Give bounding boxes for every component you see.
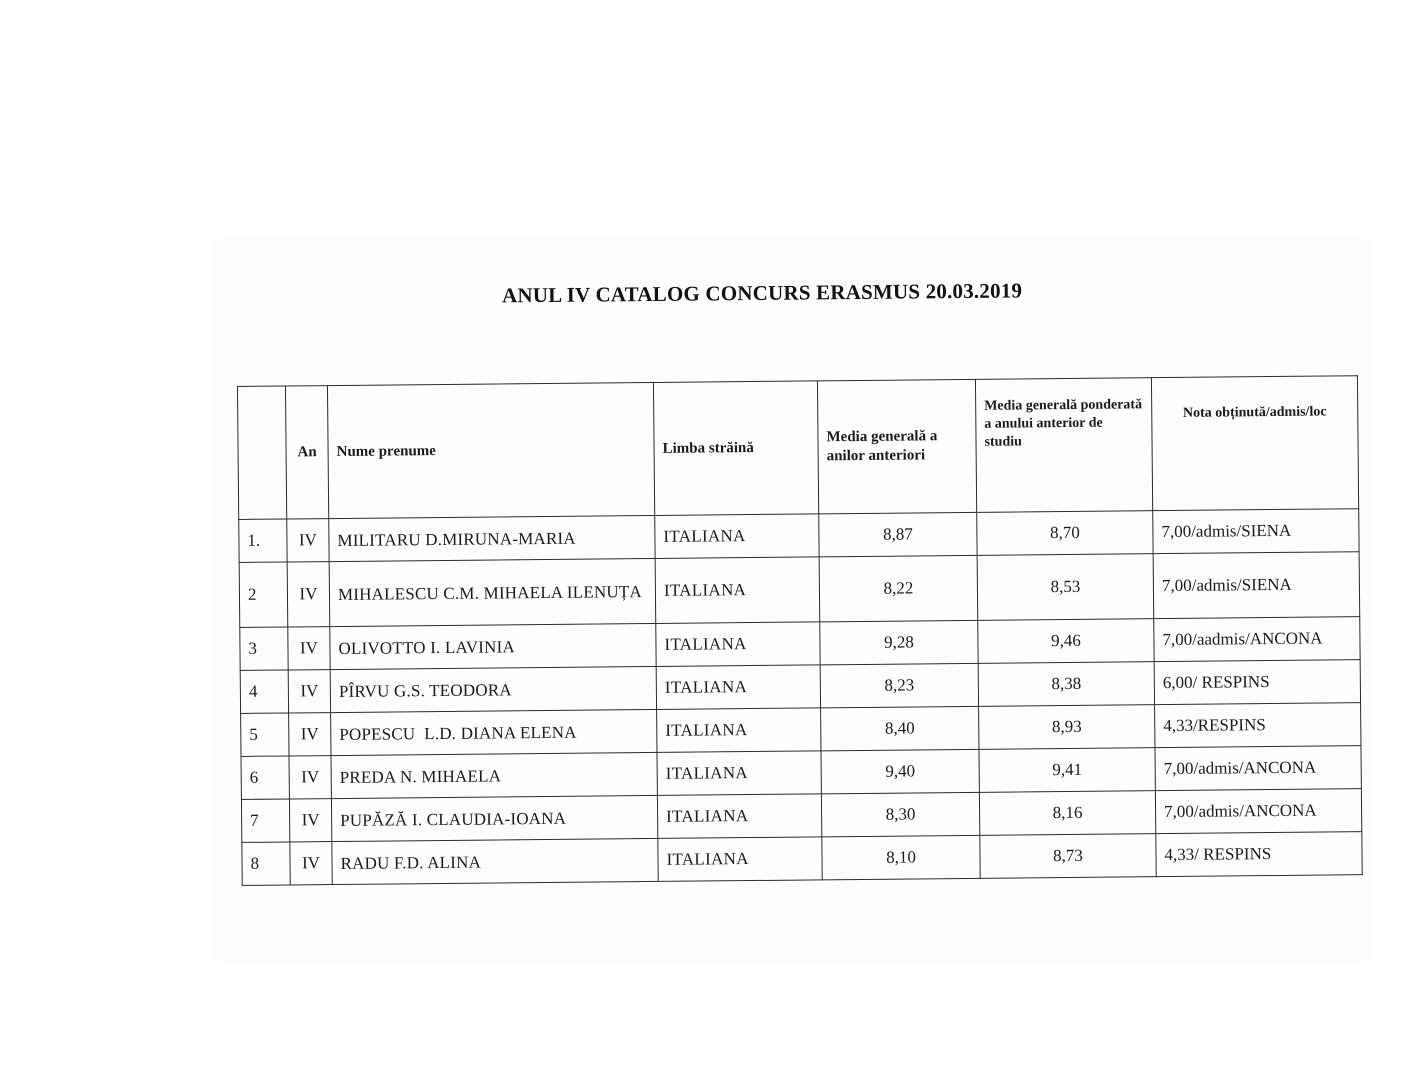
cell-name: OLIVOTTO I. LAVINIA: [330, 623, 656, 669]
cell-avg-previous: 8,22: [819, 555, 978, 622]
cell-name: PUPĂZĂ I. CLAUDIA-IOANA: [331, 795, 657, 841]
cell-nr: 6: [241, 756, 289, 799]
cell-nr: 3: [240, 627, 288, 670]
cell-result: 7,00/admis/SIENA: [1153, 509, 1359, 554]
cell-an: IV: [290, 842, 332, 885]
cell-language: ITALIANA: [655, 514, 819, 559]
cell-avg-previous: 8,40: [821, 706, 979, 751]
cell-nr: 8: [242, 842, 290, 885]
cell-an: IV: [288, 670, 330, 713]
header-language: Limba străină: [653, 381, 818, 516]
cell-weighted-avg: 8,73: [980, 834, 1156, 879]
cell-result: 4,33/RESPINS: [1155, 703, 1361, 748]
cell-avg-previous: 8,30: [821, 792, 979, 837]
cell-result: 7,00/aadmis/ANCONA: [1154, 617, 1360, 662]
cell-name: MILITARU D.MIRUNA-MARIA: [329, 515, 655, 561]
cell-avg-previous: 8,10: [822, 835, 980, 880]
cell-language: ITALIANA: [656, 622, 820, 667]
header-weighted-avg: Media generală ponderată a anului anterior de studiu: [975, 378, 1152, 513]
cell-language: ITALIANA: [657, 708, 821, 753]
header-result: Nota obținută/admis/loc: [1151, 376, 1358, 511]
cell-an: IV: [287, 562, 330, 627]
cell-weighted-avg: 9,46: [978, 619, 1154, 664]
cell-name: RADU F.D. ALINA: [332, 838, 658, 884]
cell-result: 7,00/admis/ANCONA: [1155, 746, 1361, 791]
cell-nr: 7: [241, 799, 289, 842]
cell-language: ITALIANA: [655, 557, 820, 624]
header-an: An: [285, 386, 328, 519]
cell-weighted-avg: 9,41: [979, 748, 1155, 793]
cell-nr: 5: [241, 713, 289, 756]
table-row: [239, 552, 1360, 628]
cell-name: POPESCU L.D. DIANA ELENA: [331, 709, 657, 755]
cell-weighted-avg: 8,16: [979, 791, 1155, 836]
cell-result: 6,00/ RESPINS: [1154, 660, 1360, 705]
cell-weighted-avg: 8,70: [977, 511, 1153, 556]
cell-an: IV: [289, 799, 331, 842]
cell-nr: 4: [240, 670, 288, 713]
cell-name: PREDA N. MIHAELA: [331, 752, 657, 798]
cell-name: MIHALESCU C.M. MIHAELA ILENUȚA: [329, 558, 656, 626]
cell-weighted-avg: 8,38: [978, 662, 1154, 707]
header-name: Nume prenume: [327, 382, 654, 518]
cell-nr: 2: [239, 562, 288, 627]
cell-an: IV: [287, 519, 329, 562]
cell-language: ITALIANA: [657, 751, 821, 796]
cell-an: IV: [288, 627, 330, 670]
erasmus-catalog-table: [237, 375, 1363, 886]
cell-avg-previous: 8,23: [820, 663, 978, 708]
cell-nr: 1.: [239, 519, 287, 562]
cell-language: ITALIANA: [657, 794, 821, 839]
cell-result: 7,00/admis/ANCONA: [1155, 789, 1361, 834]
table-header-row: [237, 376, 1358, 520]
cell-weighted-avg: 8,93: [979, 705, 1155, 750]
document-title: ANUL IV CATALOG CONCURS ERASMUS 20.03.2019: [501, 278, 1023, 308]
cell-an: IV: [289, 756, 331, 799]
cell-avg-previous: 9,28: [820, 620, 978, 665]
header-avg-previous: Media generală a anilor anteriori: [817, 379, 976, 514]
cell-avg-previous: 8,87: [819, 512, 977, 557]
cell-result: 4,33/ RESPINS: [1156, 832, 1362, 877]
cell-weighted-avg: 8,53: [977, 554, 1154, 621]
cell-name: PÎRVU G.S. TEODORA: [330, 666, 656, 712]
cell-language: ITALIANA: [656, 665, 820, 710]
cell-result: 7,00/admis/SIENA: [1153, 552, 1360, 619]
cell-language: ITALIANA: [658, 837, 822, 882]
header-nr: [237, 386, 286, 519]
cell-an: IV: [289, 713, 331, 756]
cell-avg-previous: 9,40: [821, 749, 979, 794]
